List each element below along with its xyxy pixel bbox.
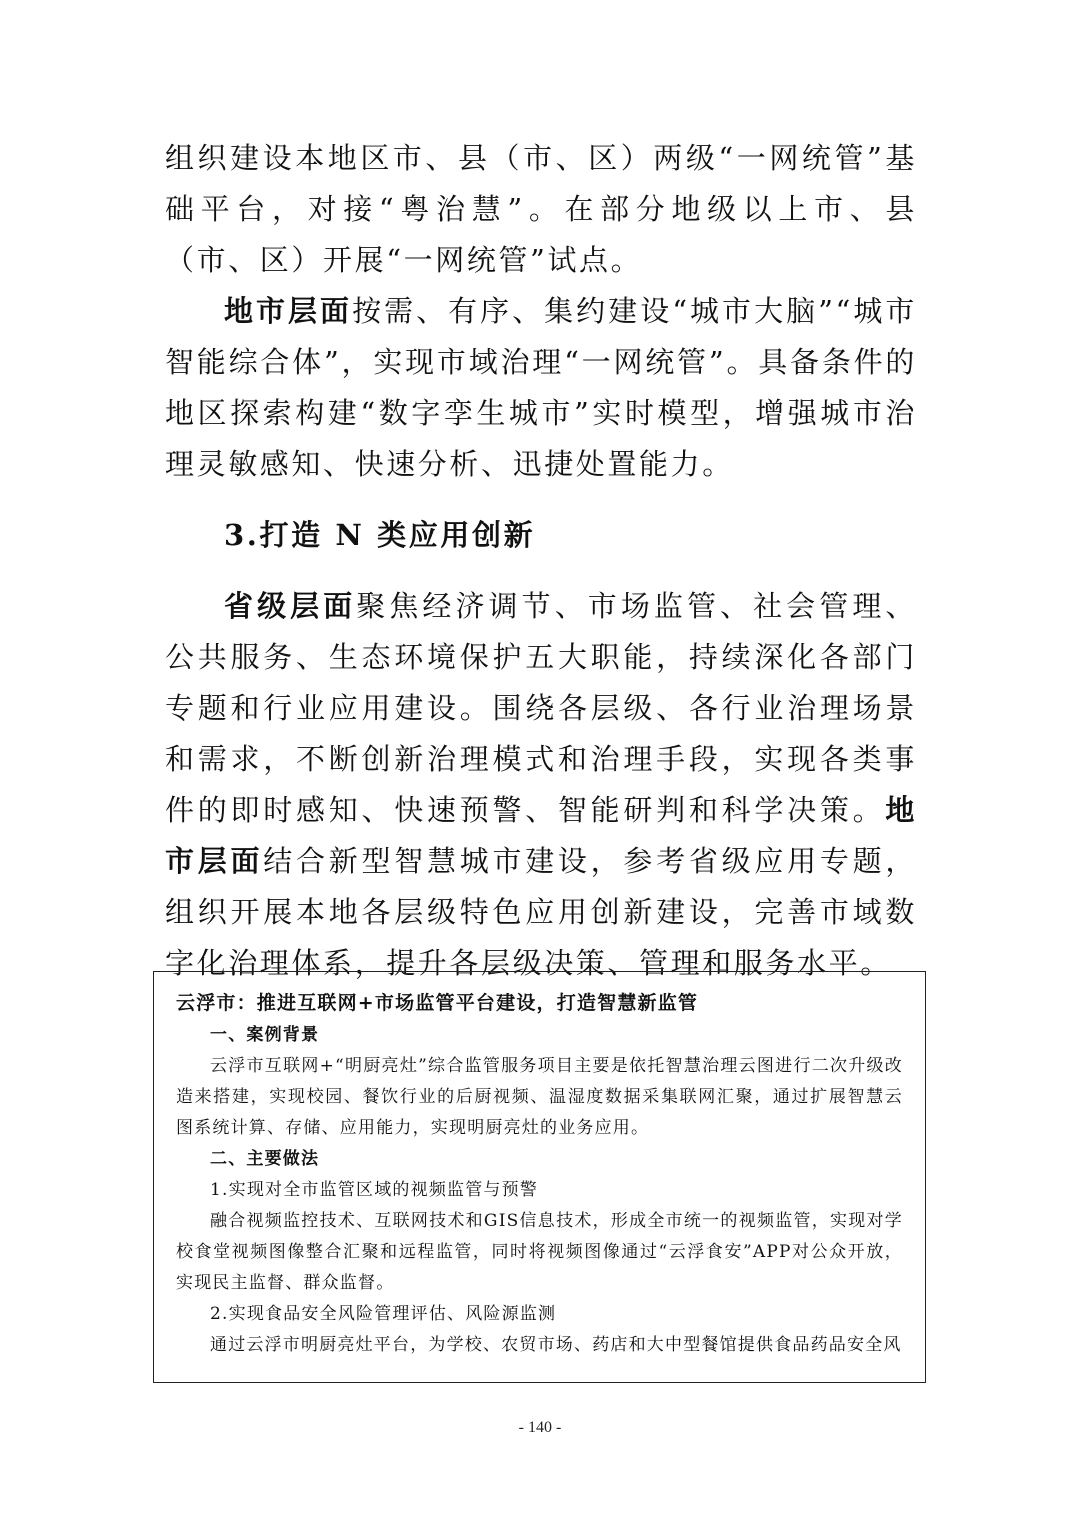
paragraph-3 [165, 581, 917, 989]
lead-province-level: 省级层面 [224, 589, 357, 623]
paragraph-2-text: 按需、有序、集约建设“城市大脑”“城市智能综合体”，实现市域治理“一网统管”。具备条件的地区探索构建“数字孪生城市”实时模型，增强城市治理灵敏感知、快速分析、迅捷处置能力。 [165, 294, 917, 481]
paragraph-3-text-2: 结合新型智慧城市建设，参考省级应用专题，组织开展本地各层级特色应用创新建设，完善市域数字化治理体系，提升各层级决策、管理和服务水平。 [165, 844, 917, 980]
body-text [165, 133, 917, 989]
case-item-2-text: 通过云浮市明厨亮灶平台，为学校、农贸市场、药店和大中型餐馆提供食品药品安全风 [210, 1335, 902, 1355]
paragraph-1: 组织建设本地区市、县（市、区）两级“一网统管”基础平台，对接“粤治慧”。在部分地级以上市、县（市、区）开展“一网统管”试点。 [165, 141, 917, 277]
case-item-1-text: 融合视频监控技术、互联网技术和GIS信息技术，形成全市统一的视频监管，实现对学校食堂视频图像整合汇聚和远程监管，同时将视频图像通过“云浮食安”APP对公众开放，实现民主监督、群众监督。 [176, 1211, 903, 1293]
case-section-background-heading: 一、案例背景 [210, 1025, 320, 1045]
case-item-2-heading: 2.实现食品安全风险管理评估、风险源监测 [210, 1304, 557, 1324]
case-background-text: 云浮市互联网+“明厨亮灶”综合监管服务项目主要是依托智慧治理云图进行二次升级改造来搭建，实现校园、餐饮行业的后厨视频、温湿度数据采集联网汇聚，通过扩展智慧云图系统计算、存储、应用能力，实现明厨亮灶的业务应用。 [176, 1056, 903, 1138]
lead-city-level: 地市层面 [224, 294, 353, 328]
lead-city-level-2: 地市层面 [165, 793, 917, 878]
case-title: 云浮市：推进互联网+市场监管平台建设，打造智慧新监管 [176, 992, 699, 1014]
paragraph-2 [165, 286, 917, 490]
case-section-methods-heading: 二、主要做法 [210, 1149, 320, 1169]
case-item-1-heading: 1.实现对全市监管区域的视频监管与预警 [210, 1180, 539, 1200]
case-study-box [153, 971, 926, 1383]
section-heading-3: 3.打造 N 类应用创新 [224, 518, 536, 552]
page-number: - 140 - [518, 1419, 562, 1436]
paragraph-3-text-1: 聚焦经济调节、市场监管、社会管理、公共服务、生态环境保护五大职能，持续深化各部门专题和行业应用建设。围绕各层级、各行业治理场景和需求，不断创新治理模式和治理手段，实现各类事件的即时感知、快速预警、智能研判和科学决策。 [165, 589, 917, 827]
